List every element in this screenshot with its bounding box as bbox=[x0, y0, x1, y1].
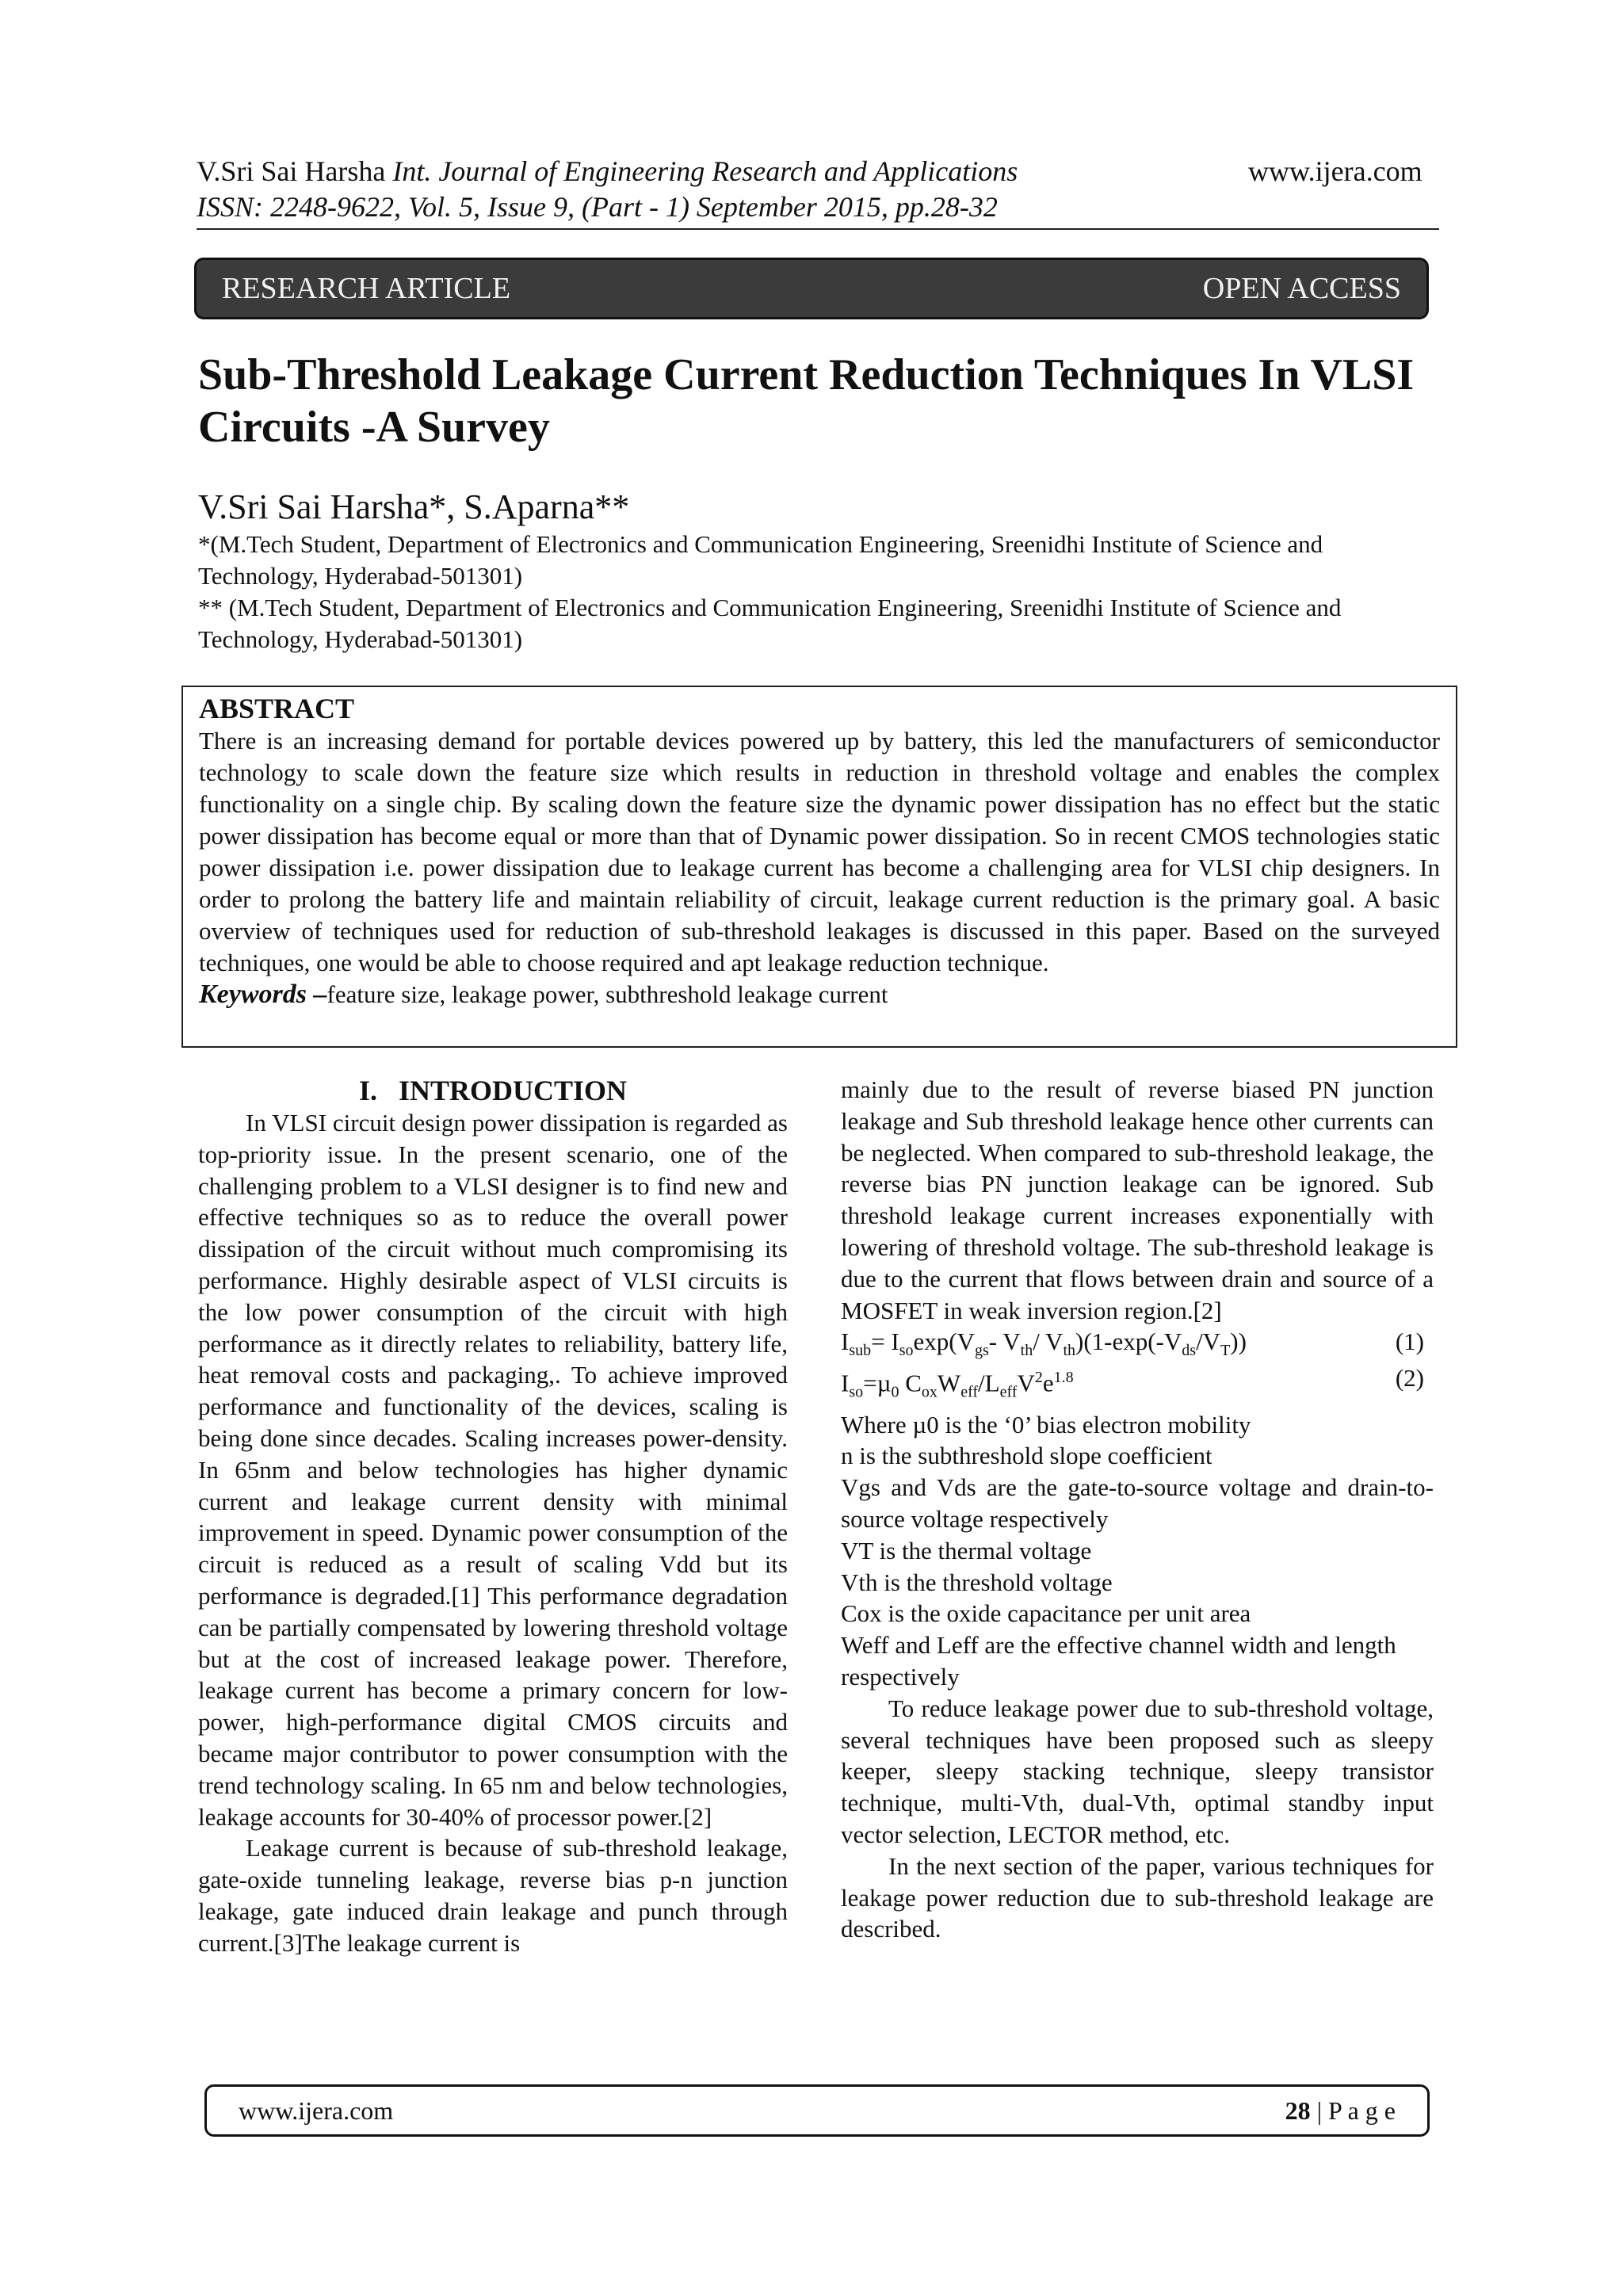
header-journal: Int. Journal of Engineering Research and Applications bbox=[392, 155, 1018, 187]
equation-1 bbox=[841, 1326, 1434, 1367]
keywords-text: feature size, leakage power, subthreshold leakage current bbox=[327, 980, 888, 1008]
header-website: www.ijera.com bbox=[1248, 155, 1423, 187]
definition-mu0: Where µ0 is the ‘0’ bias electron mobility bbox=[841, 1410, 1251, 1438]
right-column bbox=[841, 1074, 1434, 1945]
header-rule bbox=[197, 228, 1439, 230]
header-issn: ISSN: 2248-9622, Vol. 5, Issue 9, (Part - 1) September 2015, pp.28-32 bbox=[197, 191, 998, 223]
abstract-box bbox=[181, 686, 1457, 1048]
paper-title: Sub-Threshold Leakage Current Reduction Techniques In VLSI Circuits -A Survey bbox=[198, 350, 1415, 452]
keywords-label: Keywords – bbox=[199, 980, 327, 1009]
affiliation-1: *(M.Tech Student, Department of Electronics and Communication Engineering, Sreenidhi Institute of Science and Technology, Hyderabad-501301) bbox=[198, 530, 1323, 590]
article-type-banner bbox=[194, 258, 1429, 319]
right-paragraph-2: To reduce leakage power due to sub-threshold voltage, several techniques have been proposed such as sleepy keeper, sleepy stacking technique, sleepy transistor technique, multi-Vth, dual-Vth, optimal standby input vector selection, LECTOR method, etc. bbox=[841, 1694, 1434, 1849]
keywords-line bbox=[199, 979, 1440, 1010]
affiliation-2: ** (M.Tech Student, Department of Electronics and Communication Engineering, Sreenidhi Institute of Science and Technology, Hyderabad-501301) bbox=[198, 594, 1342, 653]
right-paragraph-3: In the next section of the paper, various techniques for leakage power reduction due to sub-threshold leakage are described. bbox=[841, 1851, 1434, 1943]
definition-vt: VT is the thermal voltage bbox=[841, 1536, 1092, 1564]
banner-open-access: OPEN ACCESS bbox=[1202, 272, 1401, 305]
page-label: | P a g e bbox=[1316, 2095, 1396, 2125]
equation-2 bbox=[841, 1362, 1434, 1408]
definition-cox: Cox is the oxide capacitance per unit area bbox=[841, 1599, 1251, 1628]
section-heading-introduction: I. INTRODUCTION bbox=[358, 1075, 628, 1106]
intro-paragraph-1: In VLSI circuit design power dissipation is regarded as top-priority issue. In the present scenario, one of the challenging problem to a VLSI designer is to find new and effective techniques so as to reduce the overall power dissipation of the circuit without much compromising its performance. Highly desirable aspect of VLSI circuits is the low power consumption of the circuit with high performance as it directly relates to reliability, battery life, heat removal costs and packaging,. To achieve improved performance and functionality of the devices, scaling is being done since decades. Scaling increases power-density. In 65nm and below technologies has higher dynamic current and leakage current density with minimal improvement in speed. Dynamic power consumption of the circuit is reduced as a result of scaling Vdd but its performance is degraded.[1] This performance degradation can be partially compensated by lowering threshold voltage but at the cost of increased leakage power. Therefore, leakage current has become a primary concern for low-power, high-performance digital CMOS circuits and became major contributor to power consumption with the trend technology scaling. In 65 nm and below technologies, leakage accounts for 30-40% of processor power.[2] bbox=[198, 1109, 788, 1831]
page-number: 28 bbox=[1285, 2095, 1311, 2125]
equation-2-formula: $I_{so}=\mu_0$ $C_{ox}W_{eff}/L_{eff}V^2e^{1.8}$ bbox=[841, 1369, 1074, 1401]
intro-paragraph-2: Leakage current is because of sub-threshold leakage, gate-oxide tunneling leakage, reverse bias p-n junction leakage, gate induced drain leakage and punch through current.[3]The leakage current is bbox=[198, 1834, 788, 1957]
abstract-text: There is an increasing demand for portable devices powered up by battery, this led the manufacturers of semiconductor technology to scale down the feature size which results in reduction in threshold voltage and enables the complex functionality on a single chip. By scaling down the feature size the dynamic power dissipation has no effect but the static power dissipation has become equal or more than that of Dynamic power dissipation. So in recent CMOS technologies static power dissipation i.e. power dissipation due to leakage current has become a challenging area for VLSI chip designers. In order to prolong the battery life and maintain reliability of circuit, leakage current reduction is the primary goal. A basic overview of techniques used for reduction of sub-threshold leakages is discussed in this paper. Based on the surveyed techniques, one would be able to choose required and apt leakage reduction technique. bbox=[199, 727, 1440, 976]
footer-page bbox=[1285, 2096, 1396, 2126]
right-paragraph-1: mainly due to the result of reverse biased PN junction leakage and Sub threshold leakage hence other currents can be neglected. When compared to sub-threshold leakage, the reverse bias PN junction leakage can be ignored. Sub threshold leakage current increases exponentially with lowering of threshold voltage. The sub-threshold leakage is due to the current that flows between drain and source of a MOSFET in weak inversion region.[2] bbox=[841, 1075, 1434, 1324]
equation-1-formula: $I_{sub}= I_{so}\exp(V_{gs}-$ $V_{th}/$ $V_{th})(1-\exp(-V_{ds}/V_T))$ bbox=[841, 1328, 1247, 1360]
page-footer bbox=[204, 2084, 1430, 2137]
header-author: V.Sri Sai Harsha bbox=[197, 155, 386, 187]
banner-research-article: RESEARCH ARTICLE bbox=[222, 272, 511, 305]
definition-vgs-vds: Vgs and Vds are the gate-to-source voltage and drain-to-source voltage respectively bbox=[841, 1473, 1434, 1534]
equation-2-number: (2) bbox=[1395, 1364, 1424, 1392]
footer-website: www.ijera.com bbox=[239, 2095, 394, 2125]
equation-1-number: (1) bbox=[1395, 1328, 1424, 1356]
left-column bbox=[198, 1074, 788, 1959]
definition-weff-leff: Weff and Leff are the effective channel width and length respectively bbox=[841, 1631, 1396, 1691]
author-list: V.Sri Sai Harsha*, S.Aparna** bbox=[198, 487, 630, 526]
running-header bbox=[197, 155, 1018, 188]
definition-n: n is the subthreshold slope coefficient bbox=[841, 1442, 1212, 1470]
abstract-heading: ABSTRACT bbox=[199, 693, 355, 724]
definition-vth: Vth is the threshold voltage bbox=[841, 1568, 1113, 1596]
